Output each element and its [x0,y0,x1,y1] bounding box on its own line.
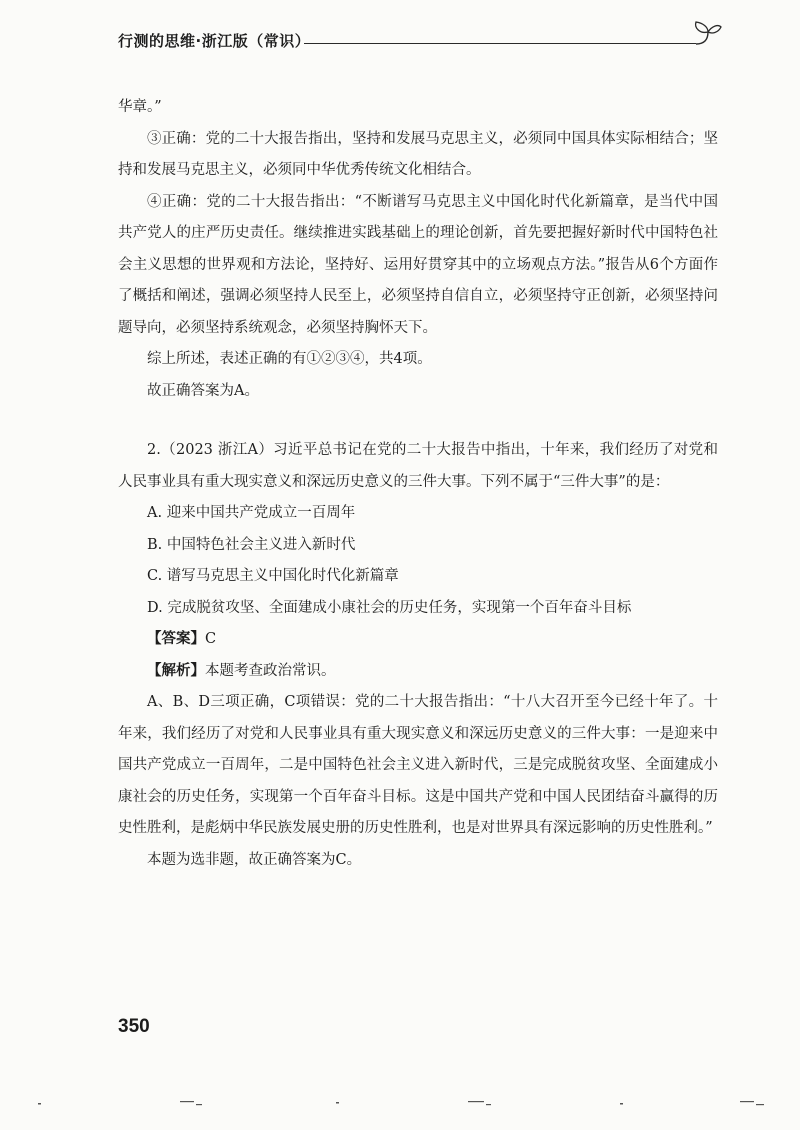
option-c: C. 谱写马克思主义中国化时代化新篇章 [147,568,399,584]
page-number: 350 [118,1016,150,1037]
conclusion-1: 故正确答案为A。 [147,382,259,399]
analysis-text: 本题考查政治常识。 [205,662,336,679]
answer-label: 【答案】 [147,631,205,647]
running-head [118,20,718,60]
analysis-label: 【解析】 [147,662,205,679]
section-gap [118,407,718,435]
question-2: 2.（2023 浙江A）习近平总书记在党的二十大报告中指出，十年来，我们经历了对党和人民事业具有重大现实意义和深远历史意义的三件大事。下列不属于“三件大事”的是： [118,442,718,490]
header-rule [304,43,696,44]
scan-specks [0,1095,800,1115]
option-d: D. 完成脱贫攻坚、全面建成小康社会的历史任务，实现第一个百年奋斗目标 [147,599,632,616]
main-content [118,92,718,876]
conclusion-2: 本题为选非题，故正确答案为C。 [147,851,362,868]
summary: 综上所述，表述正确的有①②③④，共4项。 [147,351,432,367]
continuation-text: 华章。” [118,99,162,115]
answer-line [118,624,718,656]
sprout-icon [686,20,722,54]
item-4: ④正确：党的二十大报告指出：“不断谱写马克思主义中国化时代化新篇章，是当代中国共产党人的庄严历史责任。继续推进实践基础上的理论创新，首先要把握好新时代中国特色社会主义思想的世界观和方法论，坚持好、运用好贯穿其中的立场观点方法。”报告从6个方面作了概括和阐述，强调必须坚持人民至上，必须坚持自信自立，必须坚持守正创新，必须坚持问题导向，必须坚持系统观念，必须坚持胸怀天下。 [118,193,718,336]
item-3: ③正确：党的二十大报告指出，坚持和发展马克思主义，必须同中国具体实际相结合；坚持和发展马克思主义，必须同中华优秀传统文化相结合。 [118,130,718,178]
option-b: B. 中国特色社会主义进入新时代 [147,536,356,553]
answer-value: C [205,631,217,647]
explanation: A、B、D三项正确，C项错误：党的二十大报告指出：“十八大召开至今已经十年了。十年来，我们经历了对党和人民事业具有重大现实意义和深远历史意义的三件大事：一是迎来中国共产党成立一百周年，二是中国特色社会主义进入新时代，三是完成脱贫攻坚、全面建成小康社会的历史任务，实现第一个百年奋斗目标。这是中国共产党和中国人民团结奋斗赢得的历史性胜利，是彪炳中华民族发展史册的历史性胜利，也是对世界具有深远影响的历史性胜利。” [118,694,718,836]
analysis-line [118,656,718,688]
running-title: 行测的思维·浙江版（常识） [118,32,311,50]
option-a: A. 迎来中国共产党成立一百周年 [147,505,356,521]
